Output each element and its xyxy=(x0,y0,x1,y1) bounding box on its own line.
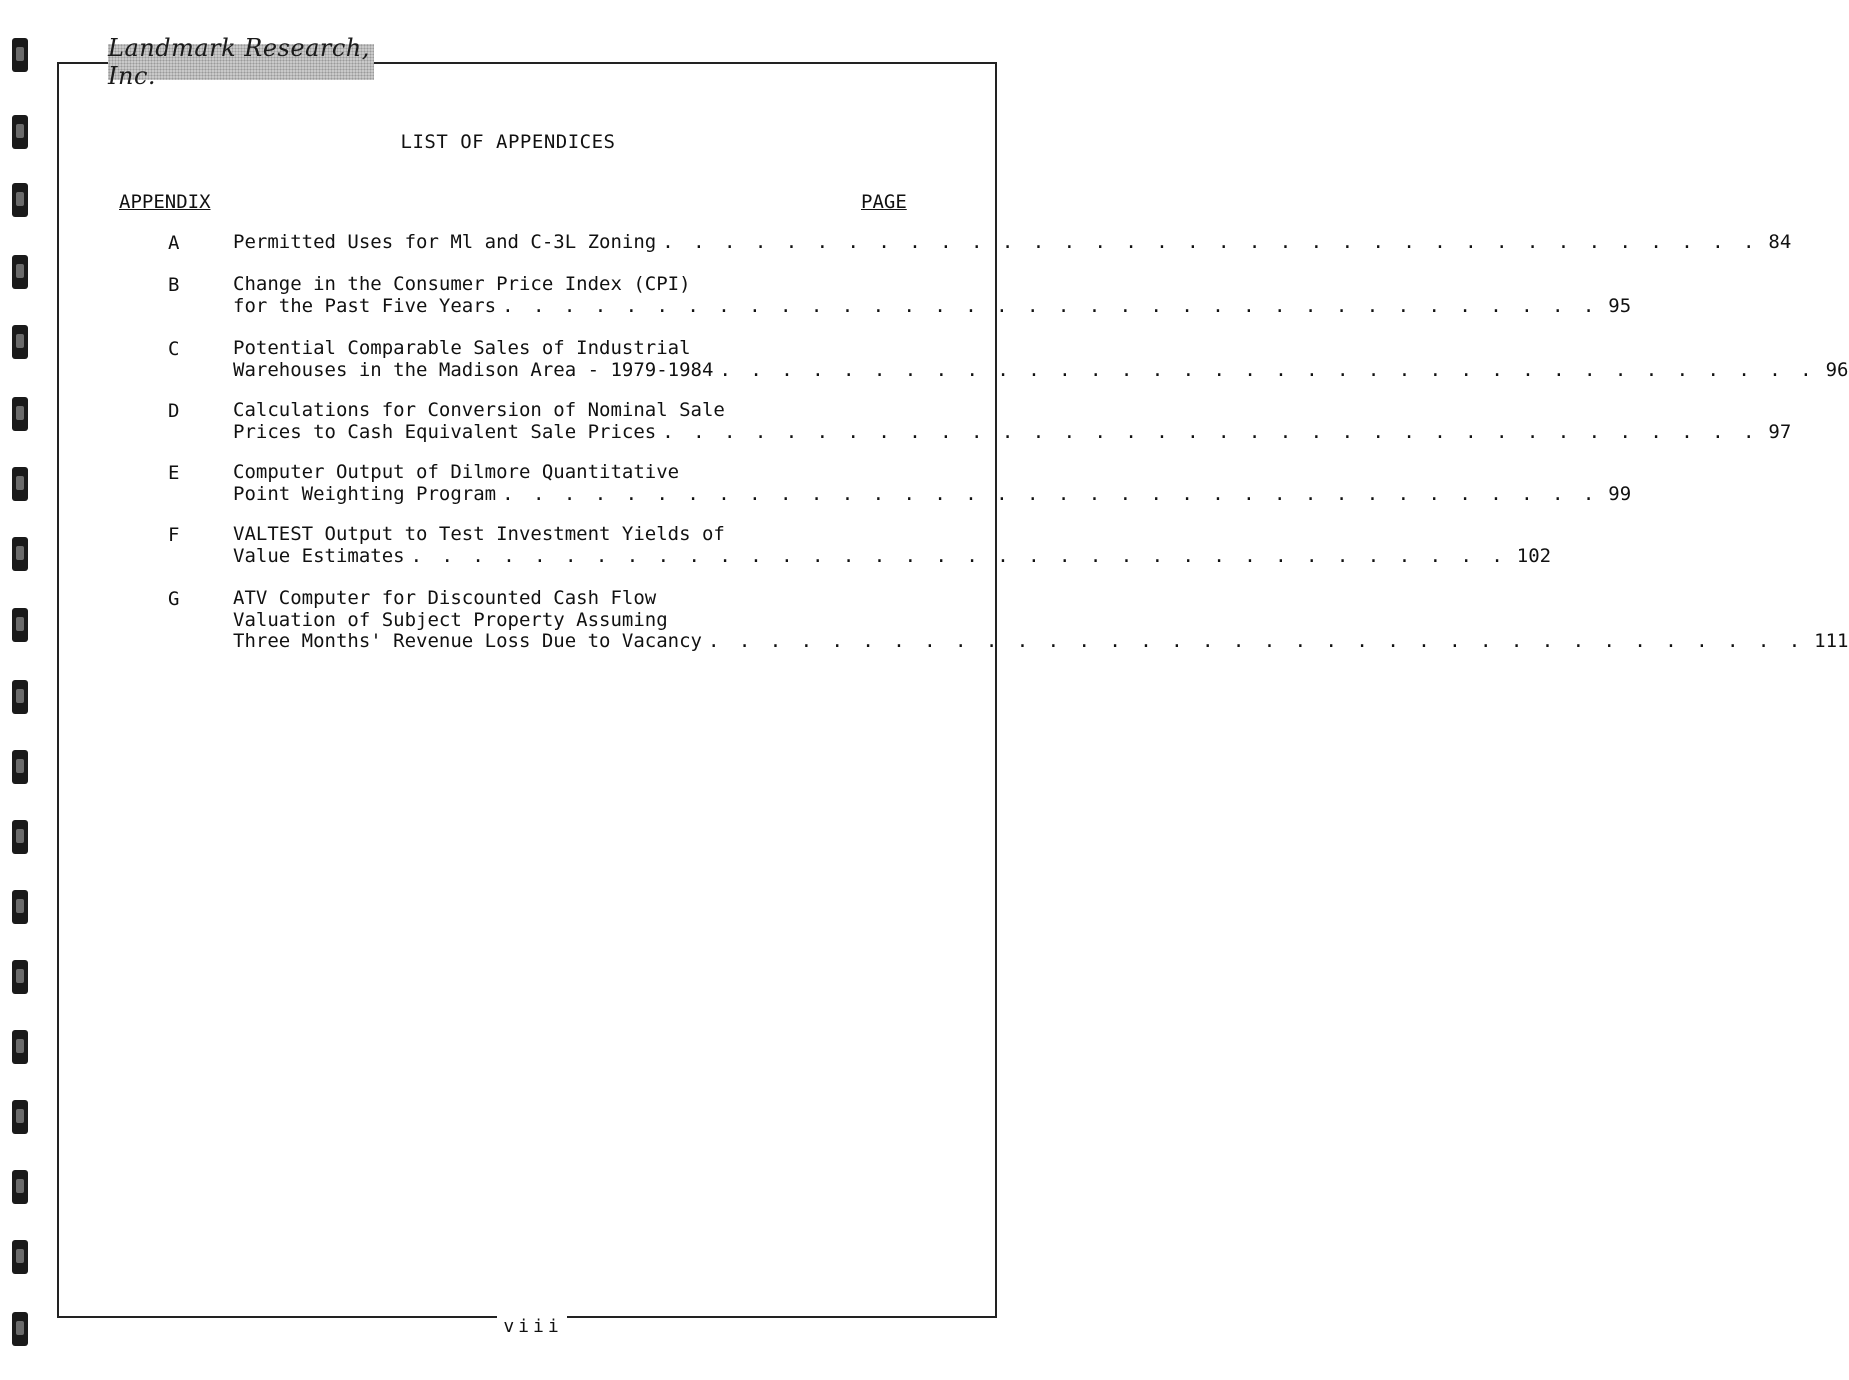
appendix-title xyxy=(233,523,1552,567)
appendix-title-line: Value Estimates xyxy=(233,544,405,567)
appendix-title-line: ATV Computer for Discounted Cash Flow xyxy=(233,587,657,609)
page-number: viii xyxy=(503,1316,563,1337)
binding-hole xyxy=(12,537,28,571)
binding-hole xyxy=(12,820,28,854)
binding-hole xyxy=(12,680,28,714)
appendix-title-last-line xyxy=(233,231,1792,254)
appendix-title-last-line xyxy=(233,544,1552,568)
appendix-title-line: Three Months' Revenue Loss Due to Vacancy xyxy=(233,630,702,652)
appendix-title-line: Valuation of Subject Property Assuming xyxy=(233,608,668,631)
binding-hole xyxy=(12,38,28,72)
appendix-title-line: for the Past Five Years xyxy=(233,294,497,317)
binding-hole xyxy=(12,1170,28,1204)
binding-hole xyxy=(12,467,28,501)
binding-hole xyxy=(12,183,28,217)
appendix-title xyxy=(233,337,1849,381)
binding-hole xyxy=(12,608,28,642)
appendix-page-number: 84 xyxy=(1768,231,1792,253)
appendix-title-last-line xyxy=(233,294,1632,318)
dot-leader: . . . . . . . . . . . . . . . . . . . . . . . . . . . . . . . . . . . . xyxy=(502,482,1599,505)
dot-leader: . . . . . . . . . . . . . . . . . . . . . . . . . . . . . . . . . . . . xyxy=(708,630,1805,652)
binding-hole xyxy=(12,960,28,994)
dot-leader: . . . . . . . . . . . . . . . . . . . . . . . . . . . . . . . . . . . . xyxy=(502,294,1599,317)
appendix-letter: C xyxy=(168,338,180,360)
dot-leader: . . . . . . . . . . . . . . . . . . . . . . . . . . . . . . . . . . . . xyxy=(662,420,1759,443)
company-logo xyxy=(108,34,374,90)
appendix-letter: F xyxy=(168,524,180,546)
appendix-column-header: APPENDIX xyxy=(119,191,211,213)
binding-hole xyxy=(12,750,28,784)
binding-hole xyxy=(12,325,28,359)
appendix-title-line: Change in the Consumer Price Index (CPI) xyxy=(233,273,691,295)
appendix-page-number: 96 xyxy=(1825,358,1849,381)
appendix-title-last-line xyxy=(233,358,1849,382)
appendix-title-line: Potential Comparable Sales of Industrial xyxy=(233,337,691,359)
appendix-title-line: Point Weighting Program xyxy=(233,482,497,505)
appendix-letter: A xyxy=(168,232,180,254)
dot-leader: . . . . . . . . . . . . . . . . . . . . . . . . . . . . . . . . . . . . xyxy=(410,544,1507,567)
appendix-letter: B xyxy=(168,274,180,296)
appendix-title-last-line xyxy=(233,420,1792,444)
appendix-title xyxy=(233,231,1792,254)
logo-text: Landmark Research, Inc. xyxy=(108,34,370,90)
appendix-title-last-line xyxy=(233,630,1849,653)
appendix-page-number: 111 xyxy=(1814,630,1849,652)
appendix-title xyxy=(233,587,1849,653)
appendix-title-line: Warehouses in the Madison Area - 1979-1984 xyxy=(233,358,714,381)
appendix-title-line: Computer Output of Dilmore Quantitative xyxy=(233,461,680,483)
binding-hole xyxy=(12,397,28,431)
binding-hole xyxy=(12,1100,28,1134)
appendix-page-number: 97 xyxy=(1768,420,1792,443)
appendix-title-line: VALTEST Output to Test Investment Yields of xyxy=(233,523,725,545)
appendix-title-line: Calculations for Conversion of Nominal Sale xyxy=(233,399,725,421)
page-title: LIST OF APPENDICES xyxy=(400,131,616,153)
appendix-letter: D xyxy=(168,400,180,422)
appendix-letter: E xyxy=(168,462,180,484)
appendix-title-last-line xyxy=(233,482,1632,506)
appendix-title xyxy=(233,399,1792,443)
page-column-header: PAGE xyxy=(861,191,907,213)
appendix-page-number: 102 xyxy=(1516,544,1552,567)
binding-hole xyxy=(12,1240,28,1274)
dot-leader: . . . . . . . . . . . . . . . . . . . . . . . . . . . . . . . . . . . . xyxy=(662,231,1759,253)
appendix-title-line: Prices to Cash Equivalent Sale Prices xyxy=(233,420,657,443)
binding-hole xyxy=(12,1030,28,1064)
dot-leader: . . . . . . . . . . . . . . . . . . . . . . . . . . . . . . . . . . . . xyxy=(719,358,1816,381)
appendix-page-number: 99 xyxy=(1608,482,1632,505)
appendix-page-number: 95 xyxy=(1608,294,1632,317)
binding-hole xyxy=(12,890,28,924)
binding-hole xyxy=(12,255,28,289)
appendix-title-line: Permitted Uses for Ml and C-3L Zoning xyxy=(233,231,657,253)
appendix-letter: G xyxy=(168,588,180,610)
appendix-title xyxy=(233,461,1632,505)
appendix-title xyxy=(233,273,1632,317)
